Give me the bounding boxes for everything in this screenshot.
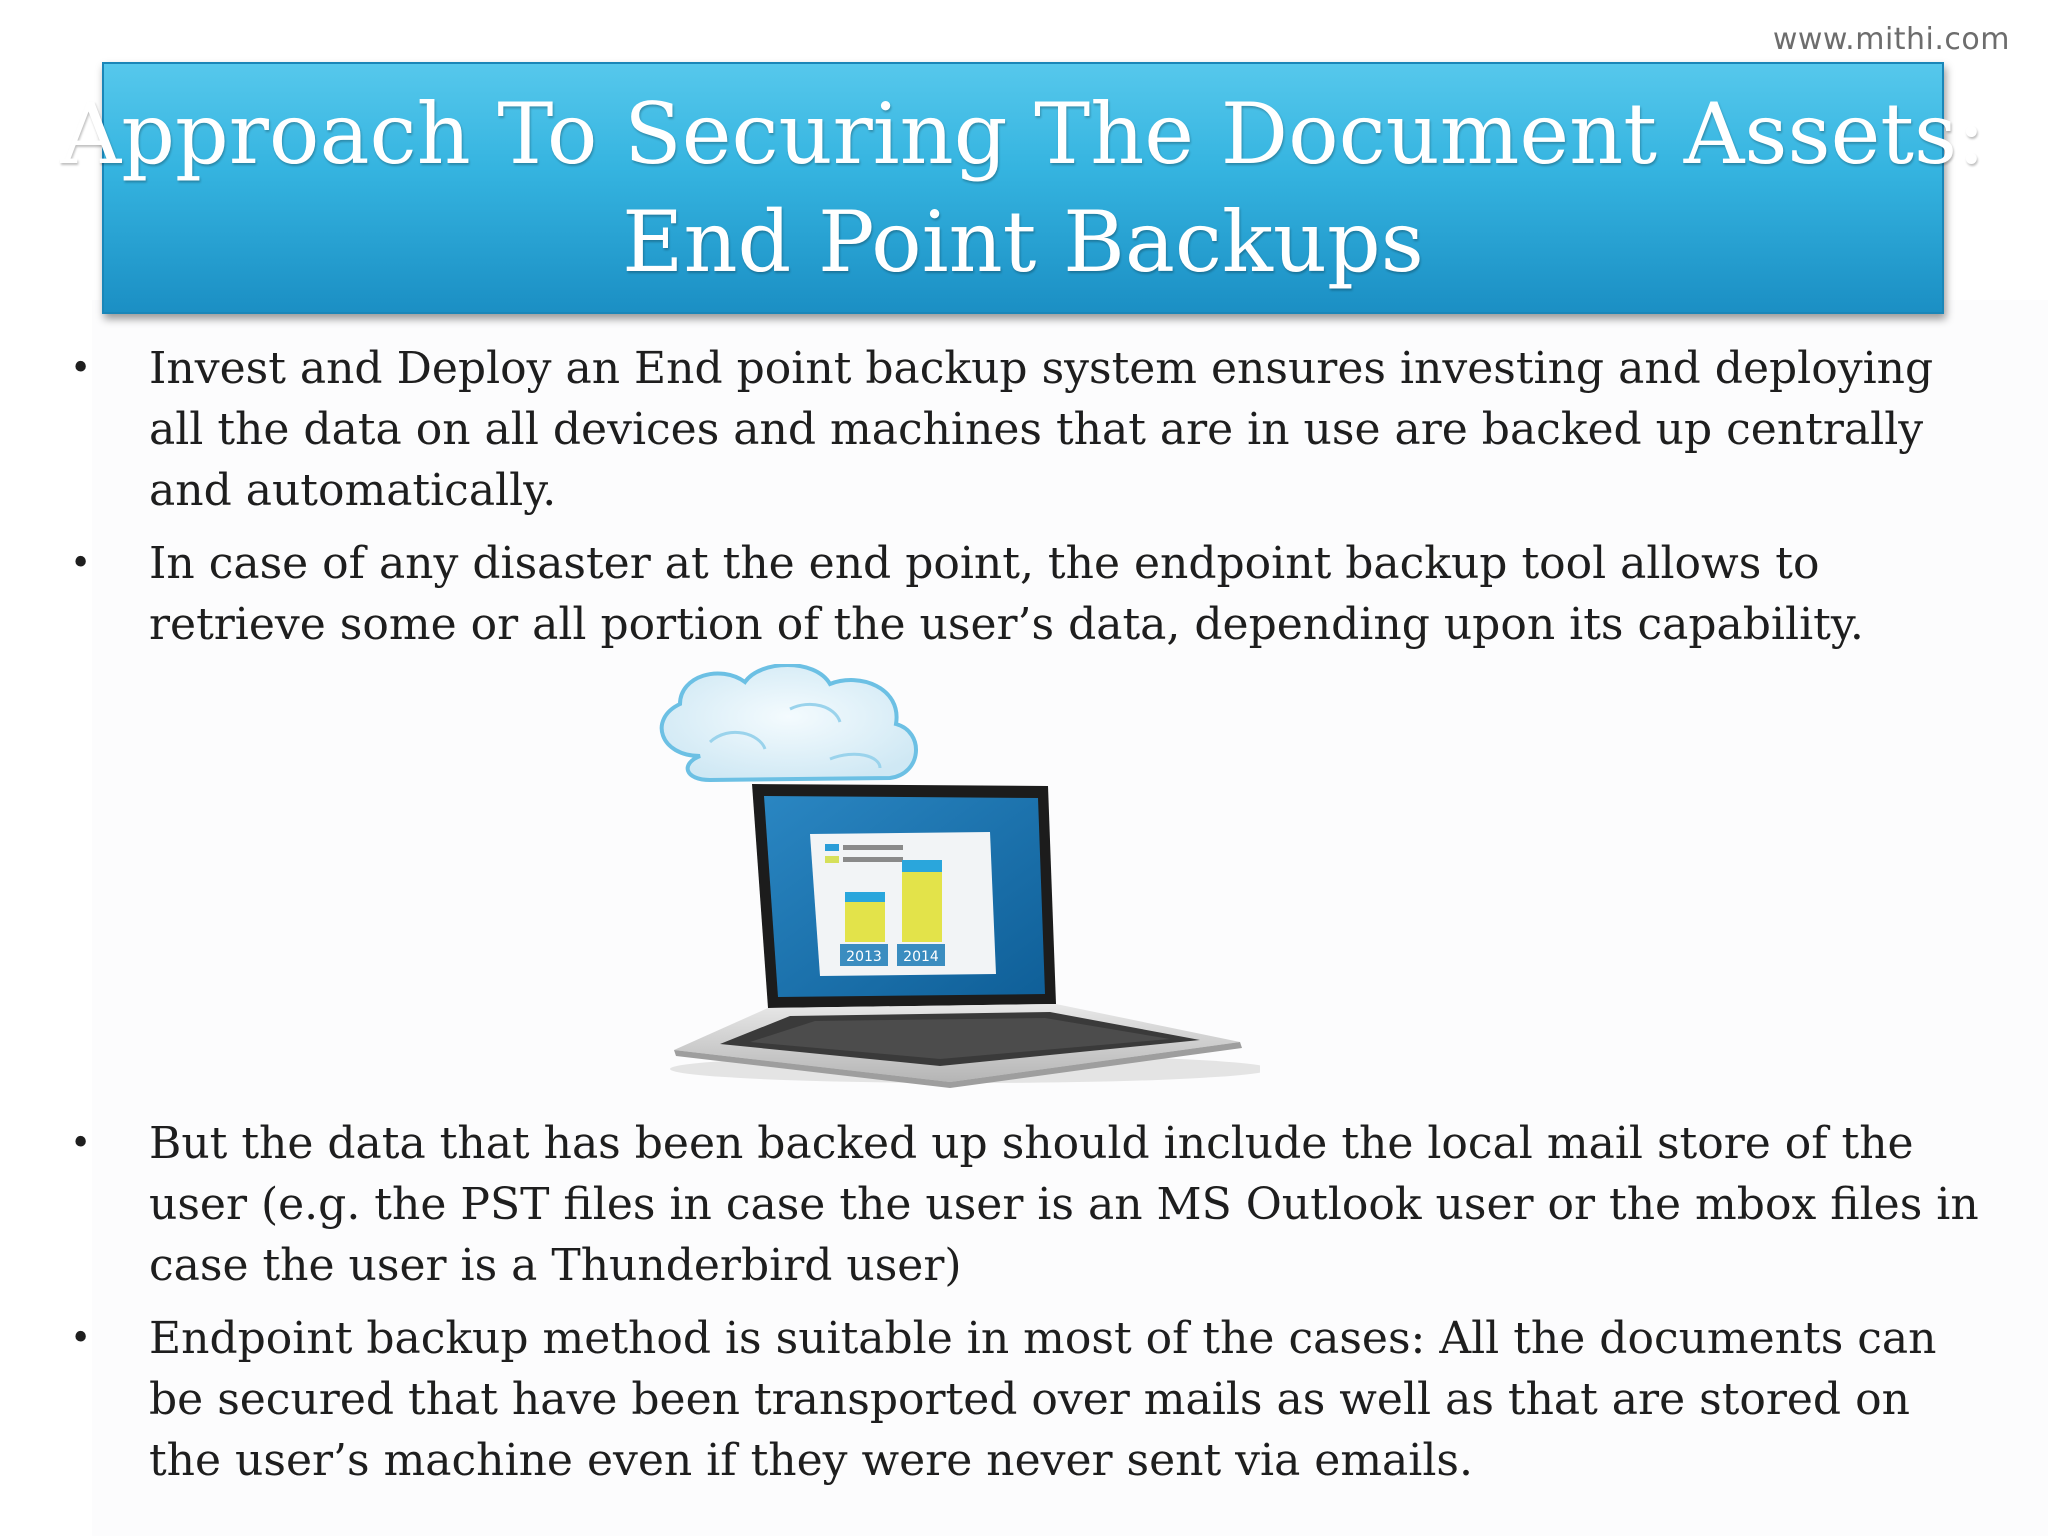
bullet-text: Invest and Deploy an End point backup system ensures investing and deploying all the data on all devices and machines that are in use are backed up centrally and automatically.	[149, 343, 1934, 516]
title-line-1: Approach To Securing The Document Assets:	[60, 85, 1986, 183]
bullet-item	[0, 1308, 2048, 1491]
chart-bar-2013	[845, 902, 885, 942]
title-banner	[60, 62, 1986, 314]
chart-bar-2014	[902, 872, 942, 942]
bullet-dot-icon: •	[70, 1318, 92, 1359]
bullet-text: But the data that has been backed up should include the local mail store of the user (e.g. the PST files in case the user is an MS Outlook user or the mbox files in case the user is a Thunderbird user)	[149, 1118, 1979, 1291]
bullet-text: Endpoint backup method is suitable in most of the cases: All the documents can be secured that have been transported over mails as well as that are stored on the user’s machine even if they were never sent via emails.	[149, 1313, 1937, 1486]
bullet-dot-icon: •	[70, 1123, 92, 1164]
bullet-list-bottom	[0, 1113, 2048, 1503]
bullet-dot-icon: •	[70, 543, 92, 584]
laptop-screen	[752, 784, 1056, 1008]
bullet-text: In case of any disaster at the end point, the endpoint backup tool allows to retrieve some or all portion of the user’s data, depending upon its capability.	[149, 538, 1864, 650]
chart-label-2013: 2013	[846, 949, 882, 965]
bullet-list-top	[0, 338, 2048, 667]
laptop-cloud-illustration	[640, 664, 1260, 1094]
bullet-item	[0, 338, 2048, 521]
bullet-dot-icon: •	[70, 348, 92, 389]
bullet-item	[0, 533, 2048, 655]
bullet-item	[0, 1113, 2048, 1296]
chart-label-2014: 2014	[903, 949, 939, 965]
website-url: www.mithi.com	[1772, 22, 2010, 57]
title-line-2: End Point Backups	[622, 193, 1424, 291]
cloud-icon	[662, 665, 916, 780]
